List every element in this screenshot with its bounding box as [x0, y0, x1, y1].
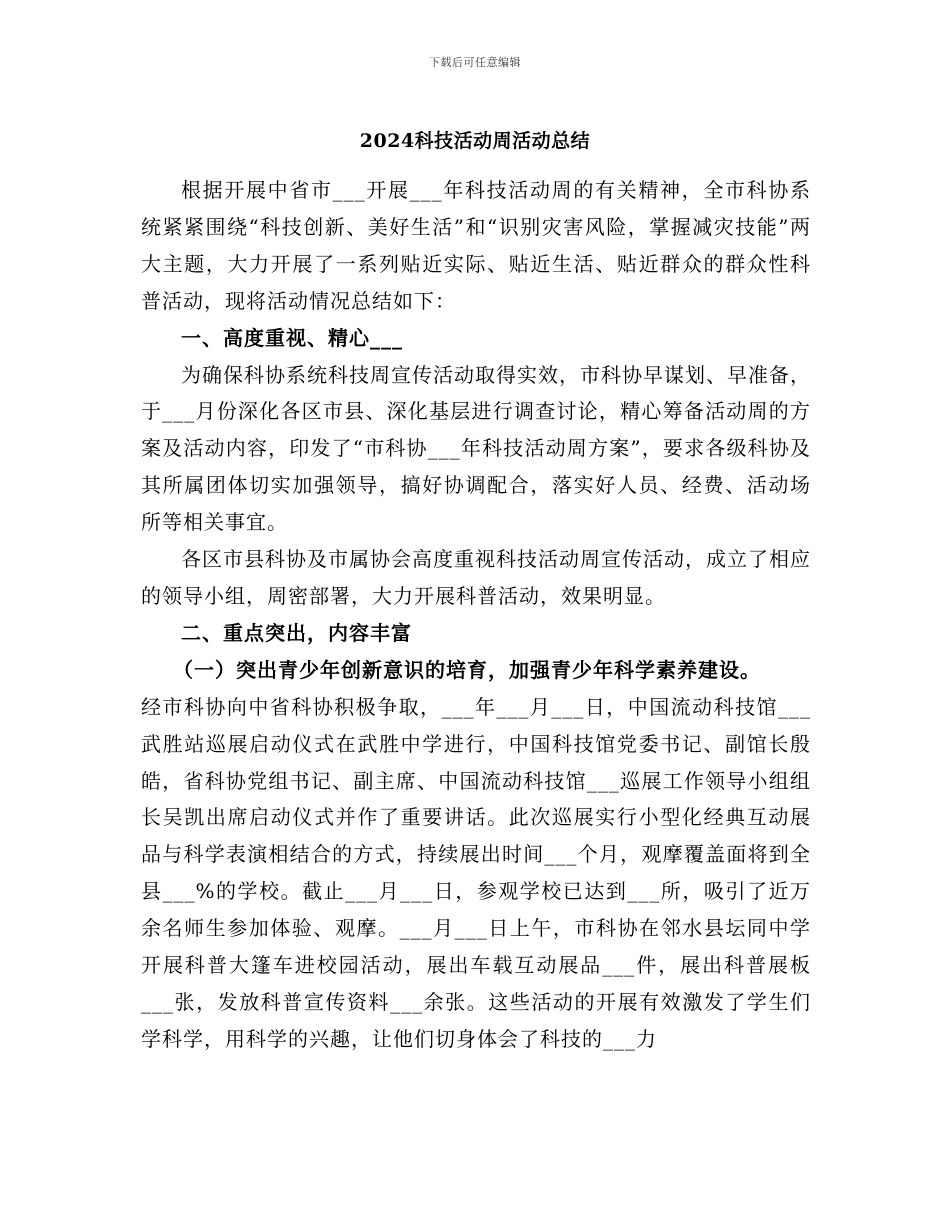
section-heading-1: 一、高度重视、精心___	[181, 325, 403, 350]
document-title: 2024科技活动周活动总结	[359, 130, 591, 152]
header-note: 下载后可任意编辑	[429, 56, 521, 69]
paragraph-intro: 根据开展中省市___开展___年科技活动周的有关精神，全市科协系统紧紧围绕“科技创新、美好生活”和“识别灾害风险，掌握减灾技能”两大主题，大力开展了一系列贴近实际、贴近生活、贴近群众的群众性科普活动，现将活动情况总结如下：	[141, 178, 811, 313]
paragraph-preparation: 为确保科协系统科技周宣传活动取得实效，市科协早谋划、早准备，于___月份深化各区市县、深化基层进行调查讨论，精心筹备活动周的方案及活动内容，印发了“市科协___年科技活动周方案”，要求各级科协及其所属团体切实加强领导，搞好协调配合，落实好人员、经费、活动场所等相关事宜。	[141, 362, 811, 535]
subsection-heading-1: （一）突出青少年创新意识的培育，加强青少年科学素养建设。	[173, 657, 761, 682]
paragraph-youth-activities: 经市科协向中省科协积极争取，___年___月___日，中国流动科技馆___武胜站巡展启动仪式在武胜中学进行，中国科技馆党委书记、副馆长殷皓，省科协党组书记、副主席、中国流动科技馆___巡展工作领导小组组长吴凯出席启动仪式并作了重要讲话。此次巡展实行小型化经典互动展品与科学表演相结合的方式，持续展出时间___个月，观摩覆盖面将到全县___%的学校。截止___月___日，参观学校已达到___所，吸引了近万余名师生参加体验、观摩。___月___日上午，市科协在邻水县坛同中学开展科普大篷车进校园活动，展出车载互动展品___件，展出科普展板___张，发放科普宣传资料___余张。这些活动的开展有效激发了学生们学科学，用科学的兴趣，让他们切身体会了科技的___力	[141, 694, 811, 1051]
section-heading-2: 二、重点突出，内容丰富	[181, 620, 412, 645]
paragraph-leadership: 各区市县科协及市属协会高度重视科技活动周宣传活动，成立了相应的领导小组，周密部署，大力开展科普活动，效果明显。	[141, 547, 811, 608]
document-body	[141, 172, 811, 1058]
